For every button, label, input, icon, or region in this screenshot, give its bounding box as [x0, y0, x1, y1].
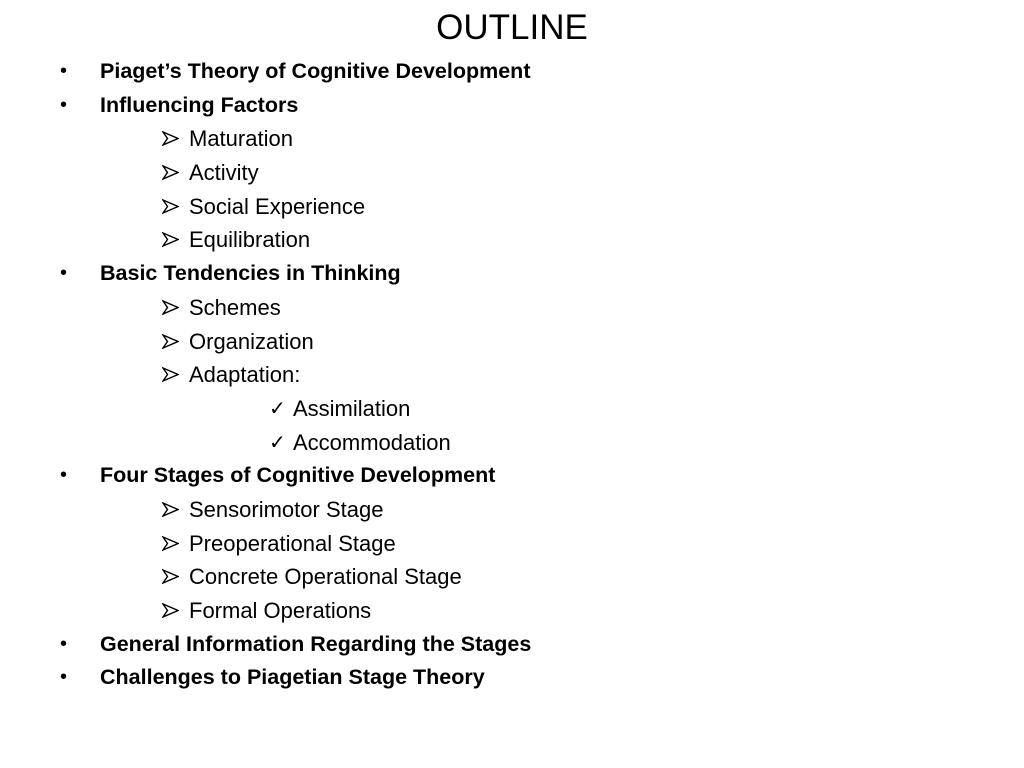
- arrow-bullet-icon: [162, 358, 179, 382]
- check-icon: ✓: [269, 395, 286, 420]
- outline-item-level-1: [0, 661, 1024, 695]
- outline-item-level-2: [0, 122, 1024, 156]
- bullet-icon: •: [60, 632, 68, 655]
- outline-item-text: Social Experience: [189, 193, 366, 219]
- outline-item-level-2: [0, 594, 1024, 628]
- arrow-bullet-icon: [162, 560, 179, 584]
- outline-item-text: Concrete Operational Stage: [189, 564, 462, 590]
- arrow-bullet-icon: [162, 291, 179, 315]
- arrow-bullet-icon: [162, 493, 179, 517]
- bullet-icon: •: [60, 262, 68, 285]
- check-icon: ✓: [269, 429, 286, 454]
- outline-item-text: Organization: [189, 328, 314, 354]
- outline-item-text: Sensorimotor Stage: [189, 496, 384, 522]
- outline-item-text: Adaptation:: [189, 362, 301, 388]
- arrow-bullet-icon: [162, 122, 179, 146]
- outline-item-level-1: [0, 55, 1024, 89]
- outline-list: [0, 55, 1024, 695]
- arrow-bullet-icon: [162, 594, 179, 618]
- outline-item-text: Equilibration: [189, 227, 311, 253]
- outline-item-text: Assimilation: [293, 395, 411, 421]
- outline-item-level-1: [0, 257, 1024, 291]
- outline-item-level-2: [0, 560, 1024, 594]
- outline-item-text: Activity: [189, 160, 259, 186]
- outline-item-level-2: [0, 291, 1024, 325]
- bullet-icon: •: [60, 464, 68, 487]
- outline-item-level-1: [0, 89, 1024, 123]
- outline-item-level-2: [0, 190, 1024, 224]
- outline-item-text: Maturation: [189, 126, 293, 152]
- outline-item-level-2: [0, 223, 1024, 257]
- outline-item-text: General Information Regarding the Stages: [100, 631, 532, 656]
- outline-item-level-1: [0, 628, 1024, 662]
- outline-item-level-2: [0, 493, 1024, 527]
- arrow-bullet-icon: [162, 527, 179, 551]
- outline-item-level-2: [0, 156, 1024, 190]
- outline-item-text: Preoperational Stage: [189, 530, 396, 556]
- outline-item-text: Four Stages of Cognitive Development: [100, 463, 496, 488]
- outline-item-text: Challenges to Piagetian Stage Theory: [100, 665, 485, 690]
- bullet-icon: •: [60, 93, 68, 116]
- arrow-bullet-icon: [162, 190, 179, 214]
- bullet-icon: •: [60, 666, 68, 689]
- outline-item-level-2: [0, 358, 1024, 392]
- bullet-icon: •: [60, 60, 68, 82]
- outline-item-text: Influencing Factors: [100, 92, 299, 117]
- outline-item-text: Schemes: [189, 294, 281, 320]
- outline-item-text: Formal Operations: [189, 598, 372, 623]
- arrow-bullet-icon: [162, 223, 179, 247]
- arrow-bullet-icon: [162, 325, 179, 349]
- slide-title: OUTLINE: [436, 8, 588, 47]
- outline-item-text: Accommodation: [293, 429, 451, 455]
- arrow-bullet-icon: [162, 156, 179, 180]
- outline-item-text: Piaget’s Theory of Cognitive Development: [100, 59, 531, 83]
- outline-item-level-2: [0, 325, 1024, 359]
- outline-item-level-3: [0, 426, 1024, 460]
- outline-item-text: Basic Tendencies in Thinking: [100, 261, 401, 286]
- outline-item-level-2: [0, 527, 1024, 561]
- outline-item-level-3: [0, 392, 1024, 426]
- outline-item-level-1: [0, 459, 1024, 493]
